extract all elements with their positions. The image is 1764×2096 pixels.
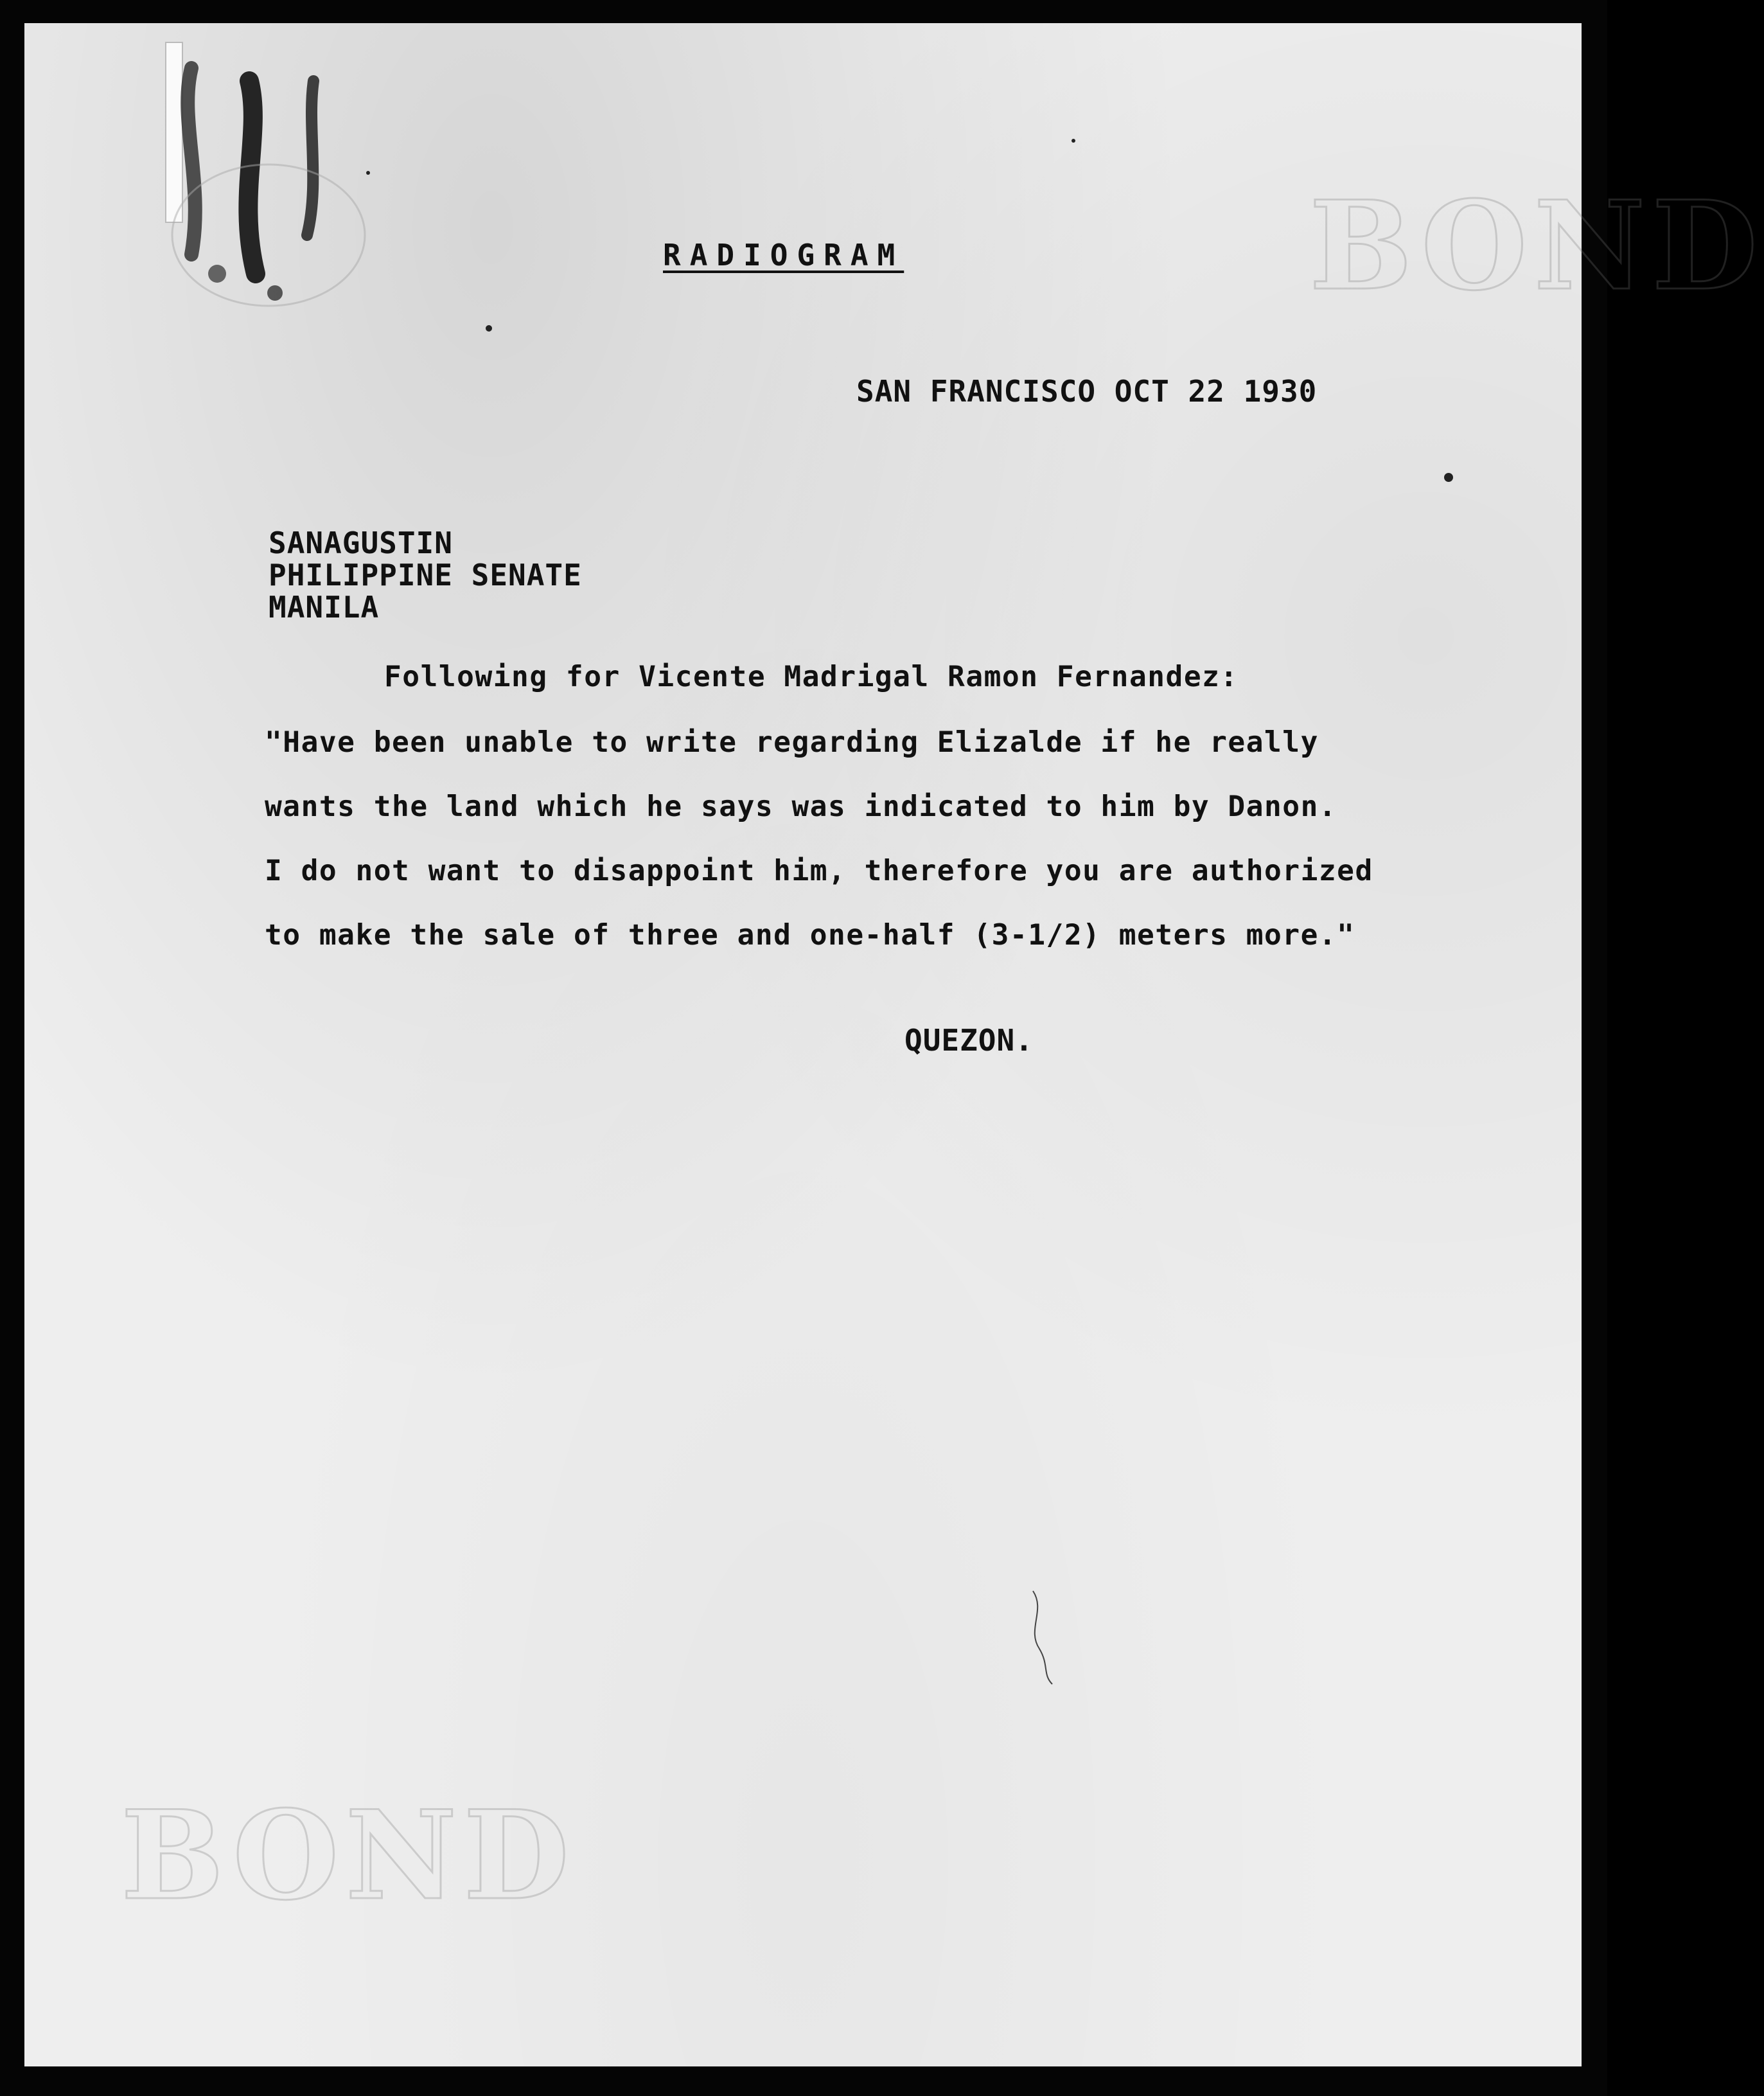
body-line: Following for Vicente Madrigal Ramon Fernandez: [384, 661, 1239, 693]
ink-speck [1444, 473, 1453, 482]
signature: QUEZON. [904, 1023, 1034, 1058]
document-title: RADIOGRAM [663, 238, 904, 272]
ink-speck [486, 325, 492, 332]
paper-fiber [1027, 1585, 1059, 1687]
body-line: wants the land which he says was indicated to him by Danon. [265, 790, 1337, 823]
watermark-bottom: BOND [121, 1784, 576, 1927]
body-line: to make the sale of three and one-half (3-1/2) meters more." [265, 919, 1355, 952]
paper-clip-stain [153, 42, 365, 312]
dateline: SAN FRANCISCO OCT 22 1930 [856, 374, 1318, 409]
address-line: SANAGUSTIN [269, 526, 453, 560]
watermark-top: BOND [1309, 174, 1764, 317]
ink-speck [366, 171, 370, 175]
body-line: "Have been unable to write regarding Elizalde if he really [265, 726, 1319, 759]
address-line: MANILA [269, 590, 380, 625]
ink-speck [1072, 139, 1075, 143]
body-line: I do not want to disappoint him, therefore you are authorized [265, 855, 1373, 887]
document-page [24, 23, 1764, 2066]
address-line: PHILIPPINE SENATE [269, 558, 582, 592]
